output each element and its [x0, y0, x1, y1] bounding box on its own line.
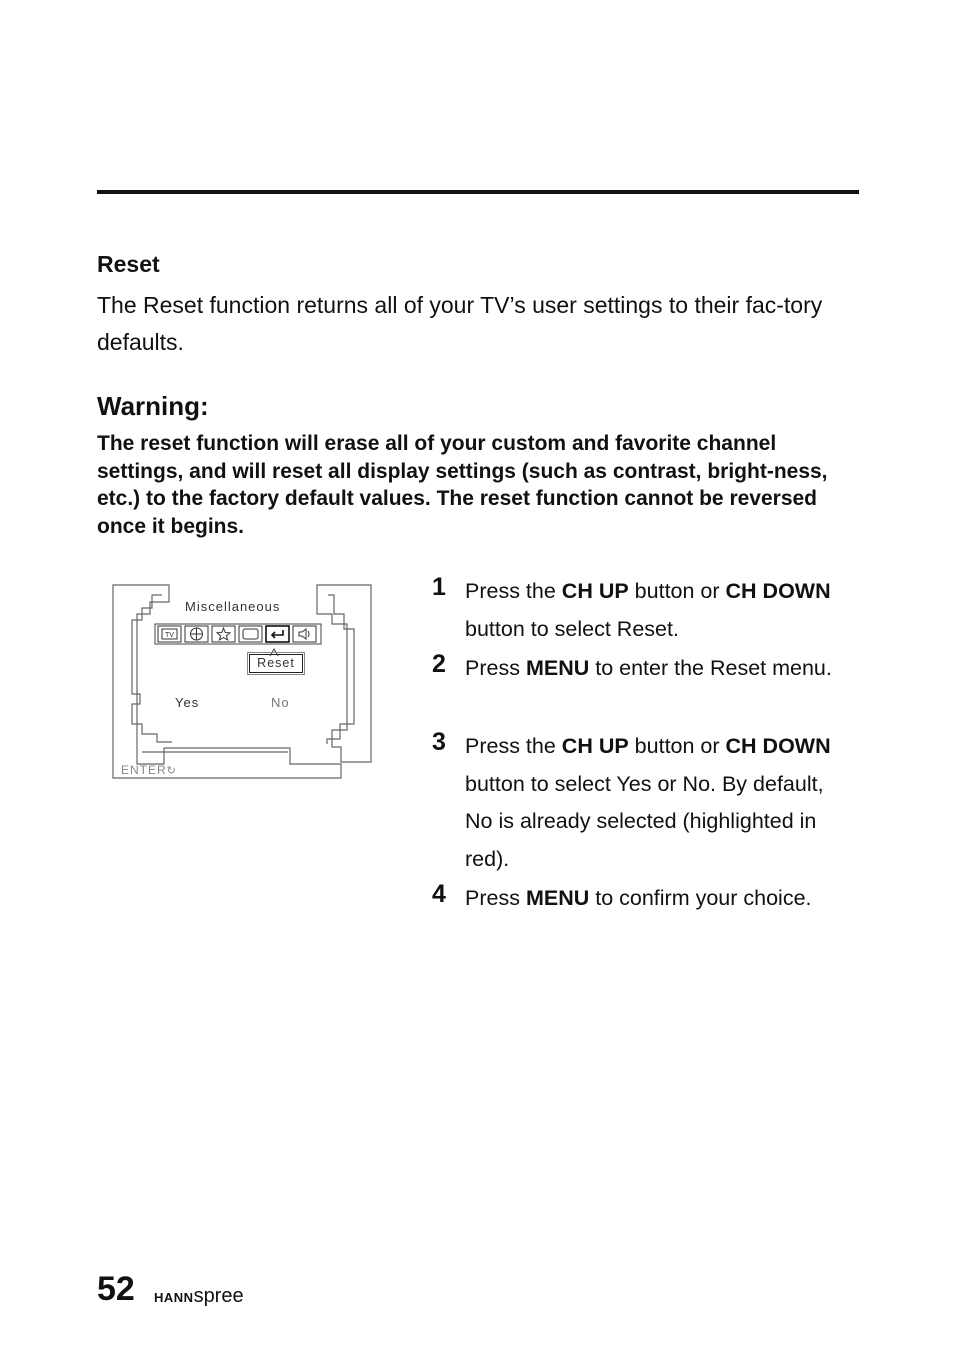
step-number: 4 [432, 880, 446, 908]
speaker-icon [293, 626, 316, 642]
osd-option-yes: Yes [175, 695, 200, 710]
svg-text:TV: TV [165, 632, 174, 639]
globe-icon [185, 626, 208, 642]
intro-paragraph: The Reset function returns all of your TV’s user settings to their fac-tory defaults. [97, 292, 823, 355]
osd-enter-label: ENTER [121, 763, 167, 777]
step-text: Press the CH UP button or CH DOWN button to select Reset. [465, 579, 831, 641]
step-number: 3 [432, 728, 446, 756]
step-number: 2 [432, 650, 446, 678]
osd-menu-title: Miscellaneous [185, 599, 281, 614]
top-rule [97, 190, 859, 194]
osd-option-no: No [271, 695, 290, 710]
osd-enter-hint [121, 763, 177, 777]
osd-icons [157, 625, 319, 643]
reset-arrow-icon [266, 626, 289, 642]
screen-icon [239, 626, 262, 642]
step-number: 1 [432, 573, 446, 601]
tv-icon [158, 626, 181, 642]
step-text: Press the CH UP button or CH DOWN button to select Yes or No. By default, No is already selected (highlighted in red). [465, 734, 831, 871]
brand-logo: HANNspree [154, 1285, 244, 1307]
enter-arrow-icon: ↻ [166, 765, 177, 777]
page-number: 52 [97, 1270, 135, 1308]
star-icon [212, 626, 235, 642]
warning-paragraph: The reset function will erase all of your custom and favorite channel settings, and will reset all display settings (such as contrast, bright-ness, etc.) to the factory default values. The reset function cannot be reversed once it begins. [97, 432, 828, 538]
step-text: Press MENU to enter the Reset menu. [465, 656, 832, 680]
step-text: Press MENU to confirm your choice. [465, 886, 812, 910]
osd-menu-illustration [112, 584, 374, 780]
warning-title: Warning: [97, 391, 209, 421]
section-title: Reset [97, 251, 160, 277]
osd-selected-item: Reset [249, 654, 303, 673]
